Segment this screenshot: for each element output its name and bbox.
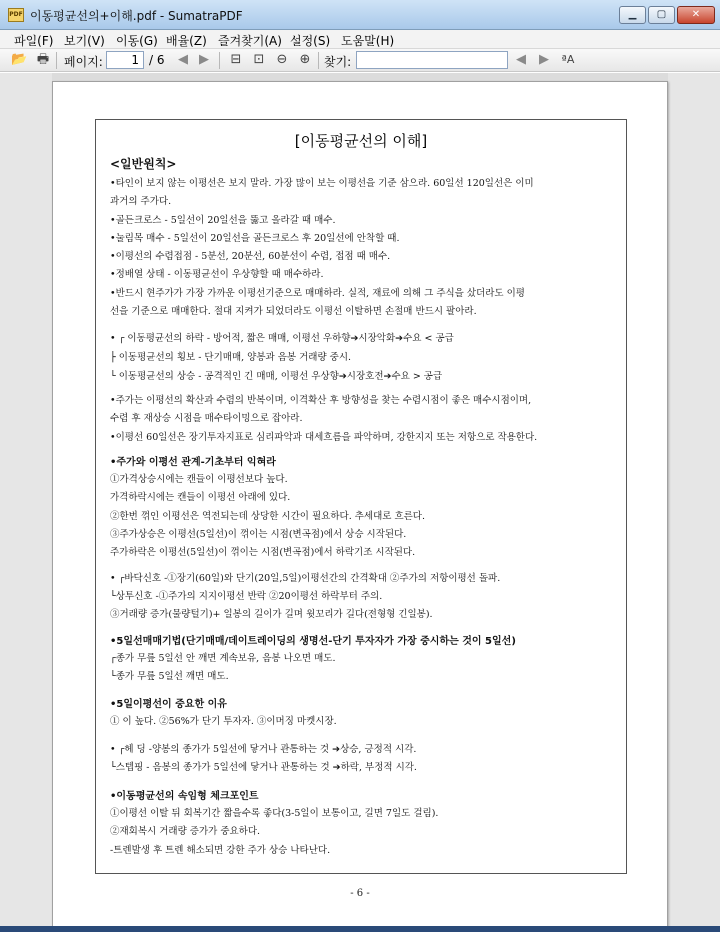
- text-line: •정배열 상태 - 이동평균선이 우상향할 때 매수하라.: [110, 269, 324, 280]
- text-line: ②재회복시 거래량 증가가 중요하다.: [110, 826, 261, 837]
- toolbar-separator: [219, 52, 220, 69]
- find-previous-icon[interactable]: ◀: [516, 52, 526, 67]
- text-line: ③주가상승은 이평선(5일선)이 꺾이는 시점(변곡점)에서 상승 시작된다.: [110, 529, 407, 540]
- text-line: ├ 이동평균선의 횡보 - 단기매매, 양봉과 음봉 거래량 중시.: [110, 352, 352, 363]
- document-viewer[interactable]: [0, 73, 720, 932]
- sumatra-pdf-icon: PDF: [8, 8, 24, 22]
- text-line: └상투신호 -①주가의 지지이평선 반락 ②20이평선 하락부터 주의.: [110, 591, 383, 602]
- text-line: • ┌ 이동평균선의 하락 - 방어적, 짧은 매매, 이평선 우하향➔시장악화➔수요 < 공급: [110, 333, 454, 344]
- text-line: • ┌바닥신호 -①장기(60일)와 단기(20일,5일)이평선간의 간격확대 ②주가의 저항이평선 돌파.: [110, 573, 501, 584]
- page-label: 페이지:: [64, 55, 103, 69]
- text-line: ③거래량 증가(물량털기)+ 일봉의 길이가 길며 윗꼬리가 길다(전형형 긴일봉).: [110, 609, 433, 620]
- menu-zoom[interactable]: 배율(Z): [166, 34, 207, 48]
- menu-bar: [0, 30, 720, 49]
- fit-width-icon[interactable]: ⊡: [253, 52, 265, 67]
- maximize-button[interactable]: ▢: [648, 6, 675, 24]
- taskbar: [0, 926, 720, 932]
- fit-page-icon[interactable]: ⊟: [230, 52, 242, 67]
- open-file-icon[interactable]: 📂: [11, 52, 28, 67]
- menu-favorites[interactable]: 즐겨찾기(A): [218, 34, 282, 48]
- viewer-margin-left: [0, 73, 52, 932]
- toolbar: [0, 49, 720, 72]
- zoom-out-icon[interactable]: ⊖: [276, 52, 288, 67]
- text-line: ① 이 높다. ②56%가 단기 투자자. ③이머징 마켓시장.: [110, 716, 337, 727]
- text-line: -트렌발생 후 트렌 해소되면 강한 주가 상승 나타난다.: [110, 845, 331, 856]
- text-line: ②한번 꺾인 이평선은 역전되는데 상당한 시간이 필요하다. 추세대로 흐른다.: [110, 511, 426, 522]
- text-line: └스텝핑 - 음봉의 종가가 5일선에 닿거나 관통하는 것 ➔하락, 부정적 시각.: [110, 762, 417, 773]
- text-line: • ┌헤 딩 -양봉의 종가가 5일선에 닿거나 관통하는 것 ➔상승, 긍정적 시각.: [110, 744, 417, 755]
- text-line: •이평선 60일선은 장기투자지표로 심리파악과 대세흐름을 파악하며, 강한지지 또는 저항으로 작용한다.: [110, 432, 538, 443]
- close-button[interactable]: ✕: [677, 6, 715, 24]
- zoom-in-icon[interactable]: ⊕: [299, 52, 311, 67]
- find-input[interactable]: [356, 51, 508, 69]
- find-label: 찾기:: [324, 55, 352, 69]
- section-heading: <일반원칙>: [110, 157, 177, 171]
- section-heading: •주가와 이평선 관계-기초부터 익혀라: [110, 457, 276, 468]
- document-title: [이동평균선의 이해]: [294, 132, 428, 150]
- pdf-page: [52, 81, 668, 932]
- text-line: 수렴 후 재상승 시점을 매수타이밍으로 잡아라.: [110, 413, 303, 424]
- page-total: / 6: [149, 53, 165, 67]
- toolbar-separator: [56, 52, 57, 69]
- find-next-icon[interactable]: ▶: [539, 52, 549, 67]
- menu-help[interactable]: 도움말(H): [341, 34, 395, 48]
- match-case-icon[interactable]: ªA: [561, 53, 575, 66]
- text-line: •골든크로스 - 5일선이 20일선을 뚫고 올라갈 때 매수.: [110, 215, 336, 226]
- section-heading: •5일선매매기법(단기매매/데이트레이딩의 생명선-단기 투자자가 가장 중시하는 것이 5일선): [110, 636, 516, 647]
- toolbar-separator: [318, 52, 319, 69]
- text-line: └ 이동평균선의 상승 - 공격적인 긴 매매, 이평선 우상향➔시장호전➔수요 > 공급: [110, 371, 443, 382]
- text-line: ①이평선 이탈 뒤 회복기간 짧을수록 좋다(3-5일이 보통이고, 길면 7일도 걸림).: [110, 808, 439, 819]
- text-line: 주가하락은 이평선(5일선)이 꺾이는 시점(변곡점)에서 하락기조 시작된다.: [110, 547, 416, 558]
- next-page-icon[interactable]: ▶: [199, 52, 209, 67]
- text-line: •타인이 보지 않는 이평선은 보지 말라. 가장 많이 보는 이평선을 기준 삼으라. 60일선 120일선은 이미: [110, 178, 534, 189]
- previous-page-icon[interactable]: ◀: [178, 52, 188, 67]
- menu-settings[interactable]: 설정(S): [290, 34, 331, 48]
- viewer-margin-right: [668, 73, 720, 932]
- minimize-button[interactable]: ▁: [619, 6, 646, 24]
- text-line: 선을 기준으로 매매한다. 절대 지켜가 되었더라도 이평선 이탈하면 손절매 반드시 팔아라.: [110, 306, 477, 317]
- content-frame: [95, 119, 627, 874]
- page-number: - 6 -: [350, 888, 370, 899]
- page-number-input[interactable]: [106, 51, 144, 69]
- text-line: •이평선의 수렴접점 - 5분선, 20분선, 60분선이 수렴, 접점 때 매수.: [110, 251, 391, 262]
- menu-view[interactable]: 보기(V): [64, 34, 105, 48]
- window-title: 이동평균선의+이해.pdf - SumatraPDF: [30, 9, 243, 23]
- section-heading: •5일이평선이 중요한 이유: [110, 699, 227, 710]
- text-line: └종가 무릎 5일선 깨면 매도.: [110, 671, 229, 682]
- section-heading: •이동평균선의 속임형 체크포인트: [110, 791, 259, 802]
- title-bar: [0, 0, 720, 30]
- text-line: ①가격상승시에는 캔들이 이평선보다 높다.: [110, 474, 288, 485]
- menu-go[interactable]: 이동(G): [116, 34, 158, 48]
- text-line: 가격하락시에는 캔들이 이평선 아래에 있다.: [110, 492, 291, 503]
- text-line: •반드시 현주가가 가장 가까운 이평선기준으로 매매하라. 실적, 재료에 의해 그 주식을 샀더라도 이평: [110, 288, 525, 299]
- text-line: •눌림목 매수 - 5일선이 20일선을 골든크로스 후 20일선에 안착할 때.: [110, 233, 400, 244]
- text-line: 과거의 주가다.: [110, 196, 172, 207]
- print-icon[interactable]: 🖶: [36, 52, 50, 67]
- menu-file[interactable]: 파일(F): [14, 34, 54, 48]
- text-line: ┌종가 무릎 5일선 안 깨면 계속보유, 음봉 나오면 매도.: [110, 653, 336, 664]
- text-line: •주가는 이평선의 확산과 수렴의 반복이며, 이격확산 후 방향성을 찾는 수렴시점이 좋은 매수시점이며,: [110, 395, 532, 406]
